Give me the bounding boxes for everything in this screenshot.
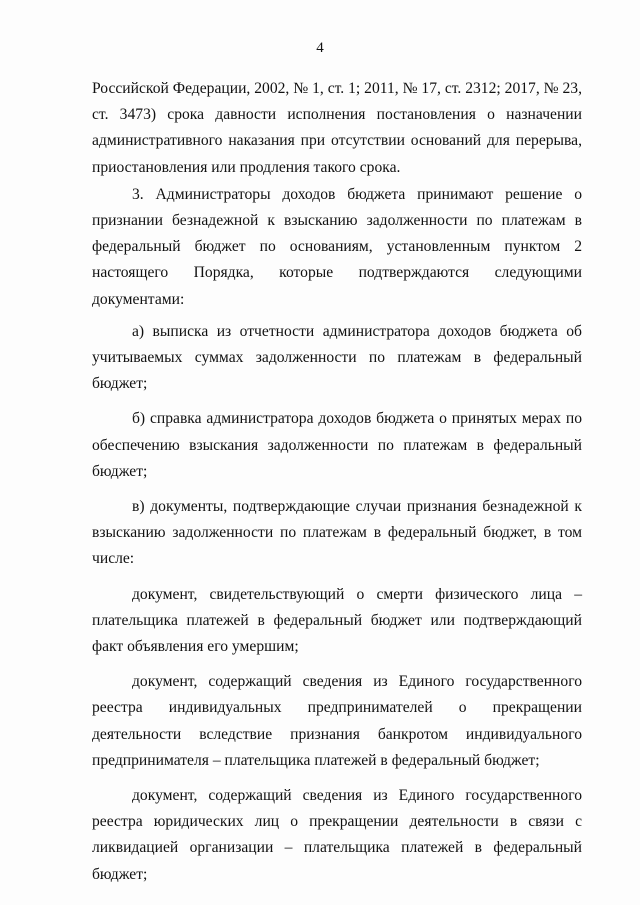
paragraph-death-document: документ, свидетельствующий о смерти физического лица – плательщика платежей в федеральный бюджет или подтверждающий факт объявления его умершим; xyxy=(92,585,582,656)
paragraph-egrip-document: документ, содержащий сведения из Единого государственного реестра индивидуальных предпринимателей о прекращении деятельности вследствие признания банкротом индивидуального предпринимателя – плательщика платежей в федеральный бюджет; xyxy=(92,673,582,769)
document-body xyxy=(92,76,582,888)
paragraph-subitem-a: а) выписка из отчетности администратора доходов бюджета об учитываемых суммах задолженности по платежам в федеральный бюджет; xyxy=(92,322,582,393)
paragraph-subitem-v: в) документы, подтверждающие случаи признания безнадежной к взысканию задолженности по платежам в федеральный бюджет, в том числе: xyxy=(92,498,582,568)
paragraph-subitem-b: б) справка администратора доходов бюджета о принятых мерах по обеспечению взыскания задолженности по платежам в федеральный бюджет; xyxy=(92,410,582,480)
paragraph-egrul-document: документ, содержащий сведения из Единого государственного реестра юридических лиц о прекращении деятельности в связи с ликвидацией организации – плательщика платежей в федеральный бюджет; xyxy=(92,787,582,883)
page-number: 4 xyxy=(316,40,324,56)
paragraph-item-3: 3. Администраторы доходов бюджета принимают решение о признании безнадежной к взысканию задолженности по платежам в федеральный бюджет по основаниям, установленным пунктом 2 настоящего Порядка, которые подтверждаются следующими документами: xyxy=(92,185,582,308)
paragraph-continuation: Российской Федерации, 2002, № 1, ст. 1; 2011, № 17, ст. 2312; 2017, № 23, ст. 3473) срока давности исполнения постановления о назначении административного наказания при отсутствии оснований для перерыва, приостановления или продления такого срока. xyxy=(92,80,582,176)
